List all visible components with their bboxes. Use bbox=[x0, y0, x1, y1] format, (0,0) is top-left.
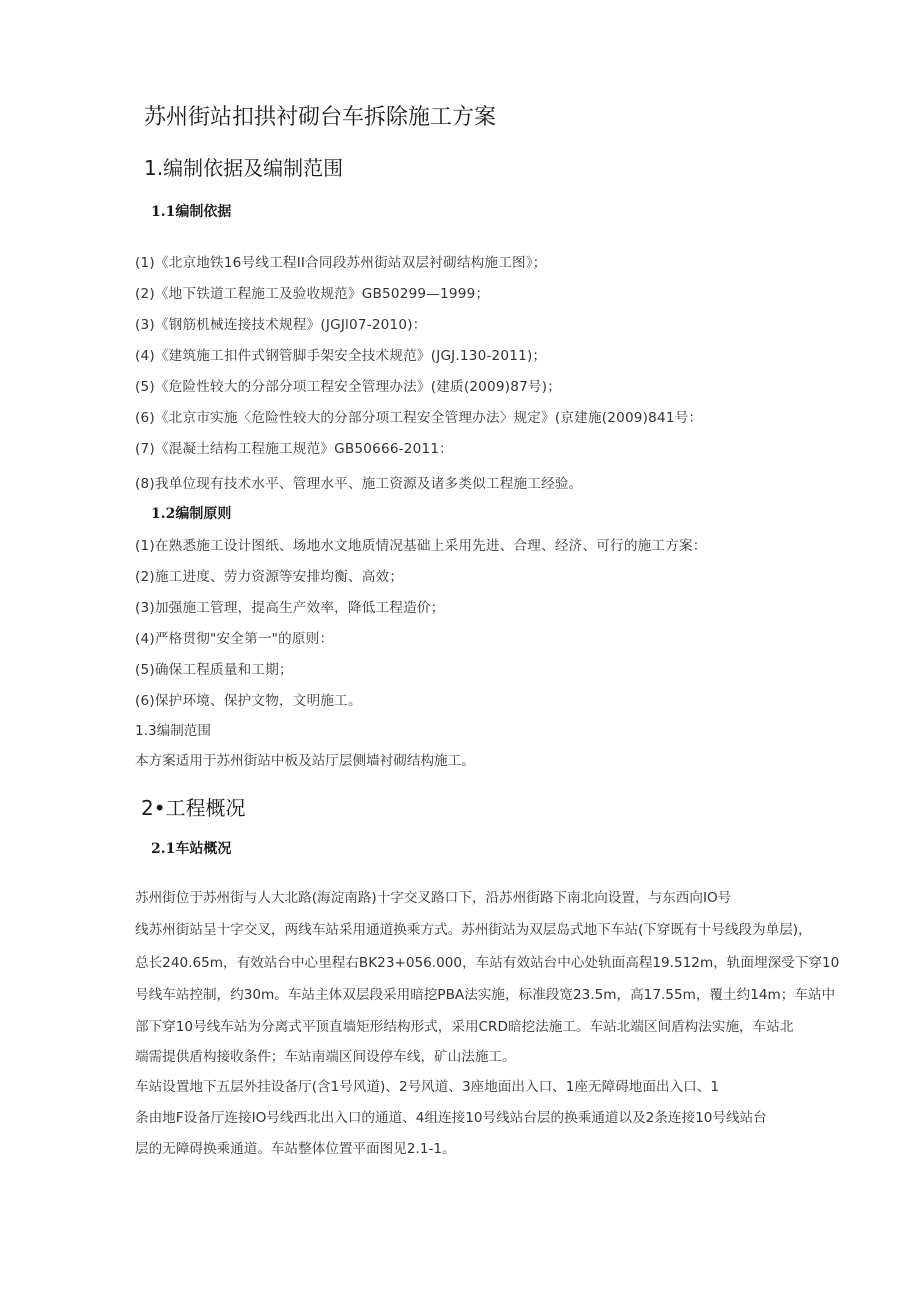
basis-item-5: (5)《危险性较大的分部分项工程安全管理办法》(建质(2009)87号)； bbox=[135, 379, 562, 395]
section-1-heading: 1.编制依据及编制范围 bbox=[144, 156, 344, 180]
document-title: 苏州街站扣拱衬砌台车拆除施工方案 bbox=[144, 105, 497, 130]
basis-item-7: (7)《混凝土结构工程施工规范》GB50666-2011： bbox=[135, 441, 453, 457]
basis-item-2: (2)《地下铁道工程施工及验收规范》GB50299—1999； bbox=[135, 286, 490, 302]
overview-para2-line2: 条由地F设备厅连接IO号线西北出入口的通道、4组连接10号线站台层的换乘通道以及2条连接10号线站台 bbox=[135, 1110, 767, 1126]
overview-para1-line4: 号线车站控制，约30m。车站主体双层段采用暗挖PBA法实施，标准段宽23.5m，高17.55m，覆土约14m；车站中 bbox=[135, 987, 836, 1003]
basis-item-3: (3)《钢筋机械连接技术规程》(JGJl07-2010)： bbox=[135, 317, 427, 333]
overview-para2-line3: 层的无障碍换乘通道。车站整体位置平面图见2.1-1。 bbox=[135, 1141, 456, 1157]
principle-item-3: (3)加强施工管理，提高生产效率，降低工程造价； bbox=[135, 600, 445, 616]
principle-item-1: (1)在熟悉施工设计图纸、场地水文地质情况基础上采用先进、合理、经济、可行的施工方案： bbox=[135, 538, 707, 554]
section-2-heading: 2•工程概况 bbox=[141, 796, 246, 820]
overview-para2-line1: 车站设置地下五层外挂设备厅(含1号风道)、2号风道、3座地面出入口、1座无障碍地面出入口、1 bbox=[135, 1079, 720, 1095]
principle-item-2: (2)施工进度、劳力资源等安排均衡、高效； bbox=[135, 569, 404, 585]
basis-item-6: (6)《北京市实施〈危险性较大的分部分项工程安全管理办法〉规定》(京建施(2009)841号： bbox=[135, 410, 703, 426]
section-1-1-heading: 1.1编制依据 bbox=[151, 204, 232, 220]
overview-para1-line3: 总长240.65m，有效站台中心里程右BK23+056.000，车站有效站台中心处轨面高程19.512m，轨面埋深受下穿10 bbox=[135, 955, 840, 971]
principle-item-4: (4)严格贯彻"安全第一"的原则： bbox=[135, 631, 334, 647]
basis-item-4: (4)《建筑施工扣件式钢管脚手架安全技术规范》(JGJ.130-2011)； bbox=[135, 348, 547, 364]
principle-item-6: (6)保护环境、保护文物，文明施工。 bbox=[135, 693, 362, 709]
overview-para1-line5: 部下穿10号线车站为分离式平顶直墙矩形结构形式，采用CRD暗挖法施工。车站北端区间盾构法实施，车站北 bbox=[135, 1019, 794, 1035]
basis-item-8: (8)我单位现有技术水平、管理水平、施工资源及诸多类似工程施工经验。 bbox=[135, 476, 583, 492]
section-1-2-heading: 1.2编制原则 bbox=[151, 506, 232, 522]
section-1-3-heading: 1.3编制范围 bbox=[135, 723, 211, 739]
principle-item-5: (5)确保工程质量和工期； bbox=[135, 662, 293, 678]
overview-para1-line6: 端需提供盾构接收条件；车站南端区间设停车线，矿山法施工。 bbox=[135, 1049, 516, 1065]
scope-text: 本方案适用于苏州街站中板及站厅层侧墙衬砌结构施工。 bbox=[135, 753, 475, 769]
overview-para1-line1: 苏州街位于苏州街与人大北路(海淀南路)十字交叉路口下，沿苏州街路下南北向设置，与东西向IO号 bbox=[135, 890, 732, 906]
overview-para1-line2: 线苏州街站呈十字交叉，两线车站采用通道换乘方式。苏州街站为双层岛式地下车站(下穿既有十号线段为单层)， bbox=[135, 922, 812, 938]
section-2-1-heading: 2.1车站概况 bbox=[151, 841, 232, 857]
basis-item-1: (1)《北京地铁16号线工程II合同段苏州街站双层衬砌结构施工图》； bbox=[135, 255, 547, 271]
